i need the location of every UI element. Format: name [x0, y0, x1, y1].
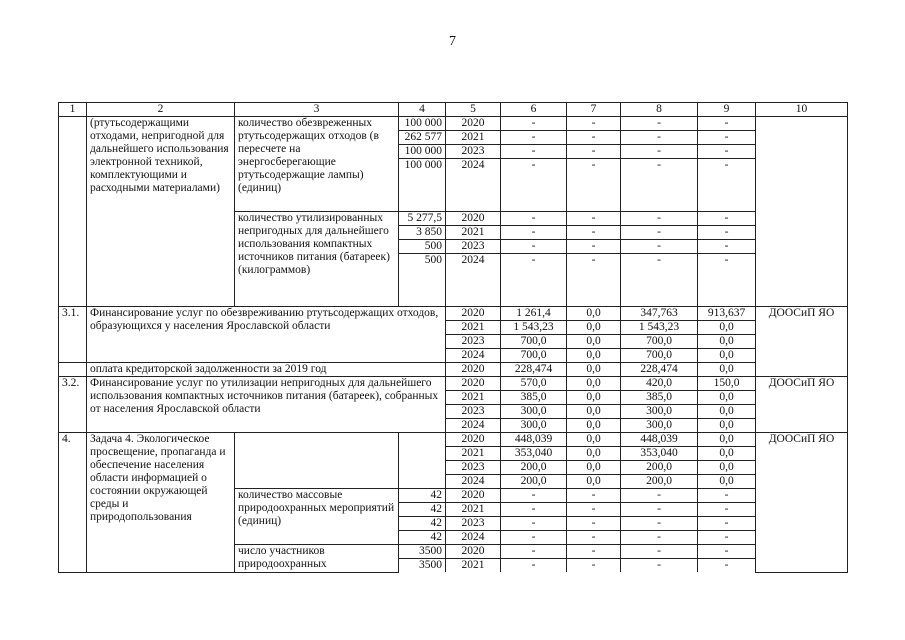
amount-cell-c9: 0,0: [698, 391, 756, 405]
amount-cell-c7: -: [567, 240, 621, 254]
amount-cell-c7: -: [567, 212, 621, 226]
amount-cell-c8: -: [621, 159, 698, 212]
amount-cell-c6: -: [501, 503, 567, 517]
amount-cell-c6: 448,039: [501, 433, 567, 447]
year-cell: 2023: [446, 335, 501, 349]
year-cell: 2021: [446, 503, 501, 517]
amount-cell-c6: -: [501, 212, 567, 226]
amount-cell-c8: 200,0: [621, 475, 698, 489]
indicator-value: 500: [399, 254, 446, 307]
year-cell: 2024: [446, 475, 501, 489]
year-cell: 2023: [446, 405, 501, 419]
amount-cell-c7: -: [567, 254, 621, 307]
header-col-2: 2: [87, 103, 235, 117]
indicator-value: 3500: [399, 545, 446, 559]
amount-cell-c9: 0,0: [698, 461, 756, 475]
year-cell: 2020: [446, 489, 501, 503]
year-cell: 2023: [446, 145, 501, 159]
amount-cell-c9: 150,0: [698, 377, 756, 391]
amount-cell-c9: 0,0: [698, 419, 756, 433]
amount-cell-c9: 0,0: [698, 363, 756, 377]
header-col-1: 1: [59, 103, 87, 117]
amount-cell-c9: -: [698, 240, 756, 254]
amount-cell-c7: -: [567, 503, 621, 517]
amount-cell-c9: -: [698, 559, 756, 573]
amount-cell-c6: -: [501, 489, 567, 503]
year-cell: 2023: [446, 240, 501, 254]
indicator-value: 42: [399, 531, 446, 545]
amount-cell-c7: 0,0: [567, 461, 621, 475]
amount-cell-c6: -: [501, 159, 567, 212]
amount-cell-c7: -: [567, 226, 621, 240]
indicator-value: 42: [399, 517, 446, 531]
amount-cell-c8: -: [621, 131, 698, 145]
amount-cell-c8: -: [621, 559, 698, 573]
amount-cell-c9: 0,0: [698, 349, 756, 363]
amount-cell-c7: -: [567, 531, 621, 545]
year-cell: 2020: [446, 363, 501, 377]
row-number-empty: [59, 117, 87, 307]
amount-cell-c9: -: [698, 131, 756, 145]
amount-cell-c7: -: [567, 145, 621, 159]
amount-cell-c6: -: [501, 145, 567, 159]
header-col-3: 3: [235, 103, 399, 117]
row-number: 3.1.: [59, 307, 87, 363]
amount-cell-c6: 1 261,4: [501, 307, 567, 321]
amount-cell-c6: -: [501, 117, 567, 131]
amount-cell-c8: 420,0: [621, 377, 698, 391]
executor: ДООСиП ЯО: [756, 433, 848, 573]
indicator-label: количество утилизированных непригодных для дальнейшего использования компактных источников питания (батареек) (килограммов): [235, 212, 399, 307]
amount-cell-c9: -: [698, 117, 756, 131]
table-row: [59, 377, 848, 391]
amount-cell-c8: 300,0: [621, 405, 698, 419]
year-cell: 2023: [446, 461, 501, 475]
amount-cell-c9: 0,0: [698, 447, 756, 461]
executor: ДООСиП ЯО: [756, 307, 848, 377]
amount-cell-c7: -: [567, 159, 621, 212]
amount-cell-c6: -: [501, 559, 567, 573]
year-cell: 2021: [446, 321, 501, 335]
table-row: [59, 103, 848, 117]
indicator-value: 100 000: [399, 159, 446, 212]
amount-cell-c8: -: [621, 254, 698, 307]
amount-cell-c9: 0,0: [698, 433, 756, 447]
indicator-value: 42: [399, 489, 446, 503]
task-text: (ртутьсодержащими отходами, непригодной для дальнейшего использования электронной техникой, комплектующими и расходными материалами): [87, 117, 235, 307]
amount-cell-c7: 0,0: [567, 307, 621, 321]
table-row: [59, 307, 848, 321]
amount-cell-c9: -: [698, 212, 756, 226]
amount-cell-c6: 570,0: [501, 377, 567, 391]
indicator-value: 42: [399, 503, 446, 517]
amount-cell-c7: -: [567, 131, 621, 145]
indicator-label: количество обезвреженных ртутьсодержащих отходов (в пересчете на энергосберегающие ртутьсодержащие лампы) (единиц): [235, 117, 399, 212]
measure-text: Финансирование услуг по обезвреживанию ртутьсодержащих отходов, образующихся у населения Ярославской области: [87, 307, 446, 363]
amount-cell-c7: -: [567, 517, 621, 531]
year-cell: 2021: [446, 447, 501, 461]
year-cell: 2021: [446, 131, 501, 145]
amount-cell-c6: 385,0: [501, 391, 567, 405]
header-col-4: 4: [399, 103, 446, 117]
amount-cell-c7: 0,0: [567, 433, 621, 447]
row-number: 3.2.: [59, 377, 87, 433]
amount-cell-c7: 0,0: [567, 405, 621, 419]
table-row: [59, 117, 848, 131]
amount-cell-c8: 700,0: [621, 349, 698, 363]
year-cell: 2024: [446, 159, 501, 212]
amount-cell-c8: -: [621, 489, 698, 503]
amount-cell-c6: -: [501, 517, 567, 531]
indicator-value: 5 277,5: [399, 212, 446, 226]
amount-cell-c7: -: [567, 489, 621, 503]
indicator-value: 100 000: [399, 117, 446, 131]
amount-cell-c9: -: [698, 226, 756, 240]
year-cell: 2020: [446, 212, 501, 226]
indicator-value: 3500: [399, 559, 446, 573]
amount-cell-c7: 0,0: [567, 349, 621, 363]
row-number-empty: [59, 363, 87, 377]
amount-cell-c9: 0,0: [698, 405, 756, 419]
header-col-5: 5: [446, 103, 501, 117]
amount-cell-c6: -: [501, 240, 567, 254]
amount-cell-c8: -: [621, 545, 698, 559]
amount-cell-c7: 0,0: [567, 321, 621, 335]
amount-cell-c8: 448,039: [621, 433, 698, 447]
header-col-6: 6: [501, 103, 567, 117]
amount-cell-c8: 353,040: [621, 447, 698, 461]
amount-cell-c7: 0,0: [567, 447, 621, 461]
amount-cell-c7: -: [567, 117, 621, 131]
amount-cell-c9: 0,0: [698, 335, 756, 349]
year-cell: 2020: [446, 377, 501, 391]
amount-cell-c7: 0,0: [567, 391, 621, 405]
indicator-value-empty: [399, 433, 446, 489]
page-number: 7: [449, 34, 456, 49]
amount-cell-c6: 1 543,23: [501, 321, 567, 335]
amount-cell-c6: -: [501, 131, 567, 145]
amount-cell-c6: 300,0: [501, 419, 567, 433]
year-cell: 2021: [446, 559, 501, 573]
year-cell: 2020: [446, 307, 501, 321]
year-cell: 2023: [446, 517, 501, 531]
amount-cell-c8: -: [621, 145, 698, 159]
year-cell: 2024: [446, 349, 501, 363]
amount-cell-c9: 0,0: [698, 321, 756, 335]
amount-cell-c9: -: [698, 159, 756, 212]
amount-cell-c7: -: [567, 559, 621, 573]
measure-text: Финансирование услуг по утилизации непригодных для дальнейшего использования компактных источников питания (батареек), собранных от населения Ярославской области: [87, 377, 446, 433]
amount-cell-c9: -: [698, 254, 756, 307]
amount-cell-c8: 700,0: [621, 335, 698, 349]
amount-cell-c8: 347,763: [621, 307, 698, 321]
amount-cell-c8: 385,0: [621, 391, 698, 405]
indicator-value: 3 850: [399, 226, 446, 240]
amount-cell-c9: -: [698, 503, 756, 517]
amount-cell-c8: -: [621, 117, 698, 131]
amount-cell-c6: 228,474: [501, 363, 567, 377]
year-cell: 2024: [446, 531, 501, 545]
amount-cell-c8: 200,0: [621, 461, 698, 475]
year-cell: 2020: [446, 433, 501, 447]
amount-cell-c6: 200,0: [501, 461, 567, 475]
amount-cell-c6: -: [501, 254, 567, 307]
header-col-9: 9: [698, 103, 756, 117]
indicator-label: количество массовые природоохранных мероприятий (единиц): [235, 489, 399, 545]
amount-cell-c7: 0,0: [567, 475, 621, 489]
amount-cell-c6: -: [501, 226, 567, 240]
indicator-value: 262 577: [399, 131, 446, 145]
program-table: [58, 102, 848, 573]
amount-cell-c6: -: [501, 531, 567, 545]
table-row: [59, 363, 848, 377]
amount-cell-c8: -: [621, 531, 698, 545]
amount-cell-c6: 353,040: [501, 447, 567, 461]
amount-cell-c7: 0,0: [567, 363, 621, 377]
amount-cell-c9: -: [698, 531, 756, 545]
amount-cell-c8: 1 543,23: [621, 321, 698, 335]
amount-cell-c8: -: [621, 503, 698, 517]
year-cell: 2020: [446, 117, 501, 131]
amount-cell-c9: -: [698, 145, 756, 159]
amount-cell-c9: -: [698, 489, 756, 503]
amount-cell-c6: -: [501, 545, 567, 559]
amount-cell-c6: 700,0: [501, 349, 567, 363]
amount-cell-c7: 0,0: [567, 377, 621, 391]
task-text: Задача 4. Экологическое просвещение, пропаганда и обеспечение населения области информацией о состоянии окружающей среды и природопользования: [87, 433, 235, 573]
amount-cell-c9: -: [698, 545, 756, 559]
executor-empty: [756, 117, 848, 307]
amount-cell-c8: -: [621, 226, 698, 240]
indicator-value: 100 000: [399, 145, 446, 159]
table-row: [59, 433, 848, 447]
amount-cell-c8: 228,474: [621, 363, 698, 377]
amount-cell-c6: 200,0: [501, 475, 567, 489]
amount-cell-c8: -: [621, 240, 698, 254]
header-col-10: 10: [756, 103, 848, 117]
amount-cell-c6: 700,0: [501, 335, 567, 349]
year-cell: 2024: [446, 254, 501, 307]
debt-text: оплата кредиторской задолженности за 2019 год: [87, 363, 446, 377]
indicator-empty: [235, 433, 399, 489]
year-cell: 2020: [446, 545, 501, 559]
amount-cell-c9: 913,637: [698, 307, 756, 321]
year-cell: 2021: [446, 391, 501, 405]
amount-cell-c8: -: [621, 517, 698, 531]
amount-cell-c7: 0,0: [567, 419, 621, 433]
indicator-label: число участников природоохранных: [235, 545, 399, 573]
amount-cell-c8: -: [621, 212, 698, 226]
amount-cell-c6: 300,0: [501, 405, 567, 419]
amount-cell-c7: -: [567, 545, 621, 559]
year-cell: 2024: [446, 419, 501, 433]
amount-cell-c9: -: [698, 517, 756, 531]
executor: ДООСиП ЯО: [756, 377, 848, 433]
amount-cell-c7: 0,0: [567, 335, 621, 349]
year-cell: 2021: [446, 226, 501, 240]
indicator-value: 500: [399, 240, 446, 254]
amount-cell-c8: 300,0: [621, 419, 698, 433]
header-col-8: 8: [621, 103, 698, 117]
header-col-7: 7: [567, 103, 621, 117]
row-number: 4.: [59, 433, 87, 573]
amount-cell-c9: 0,0: [698, 475, 756, 489]
